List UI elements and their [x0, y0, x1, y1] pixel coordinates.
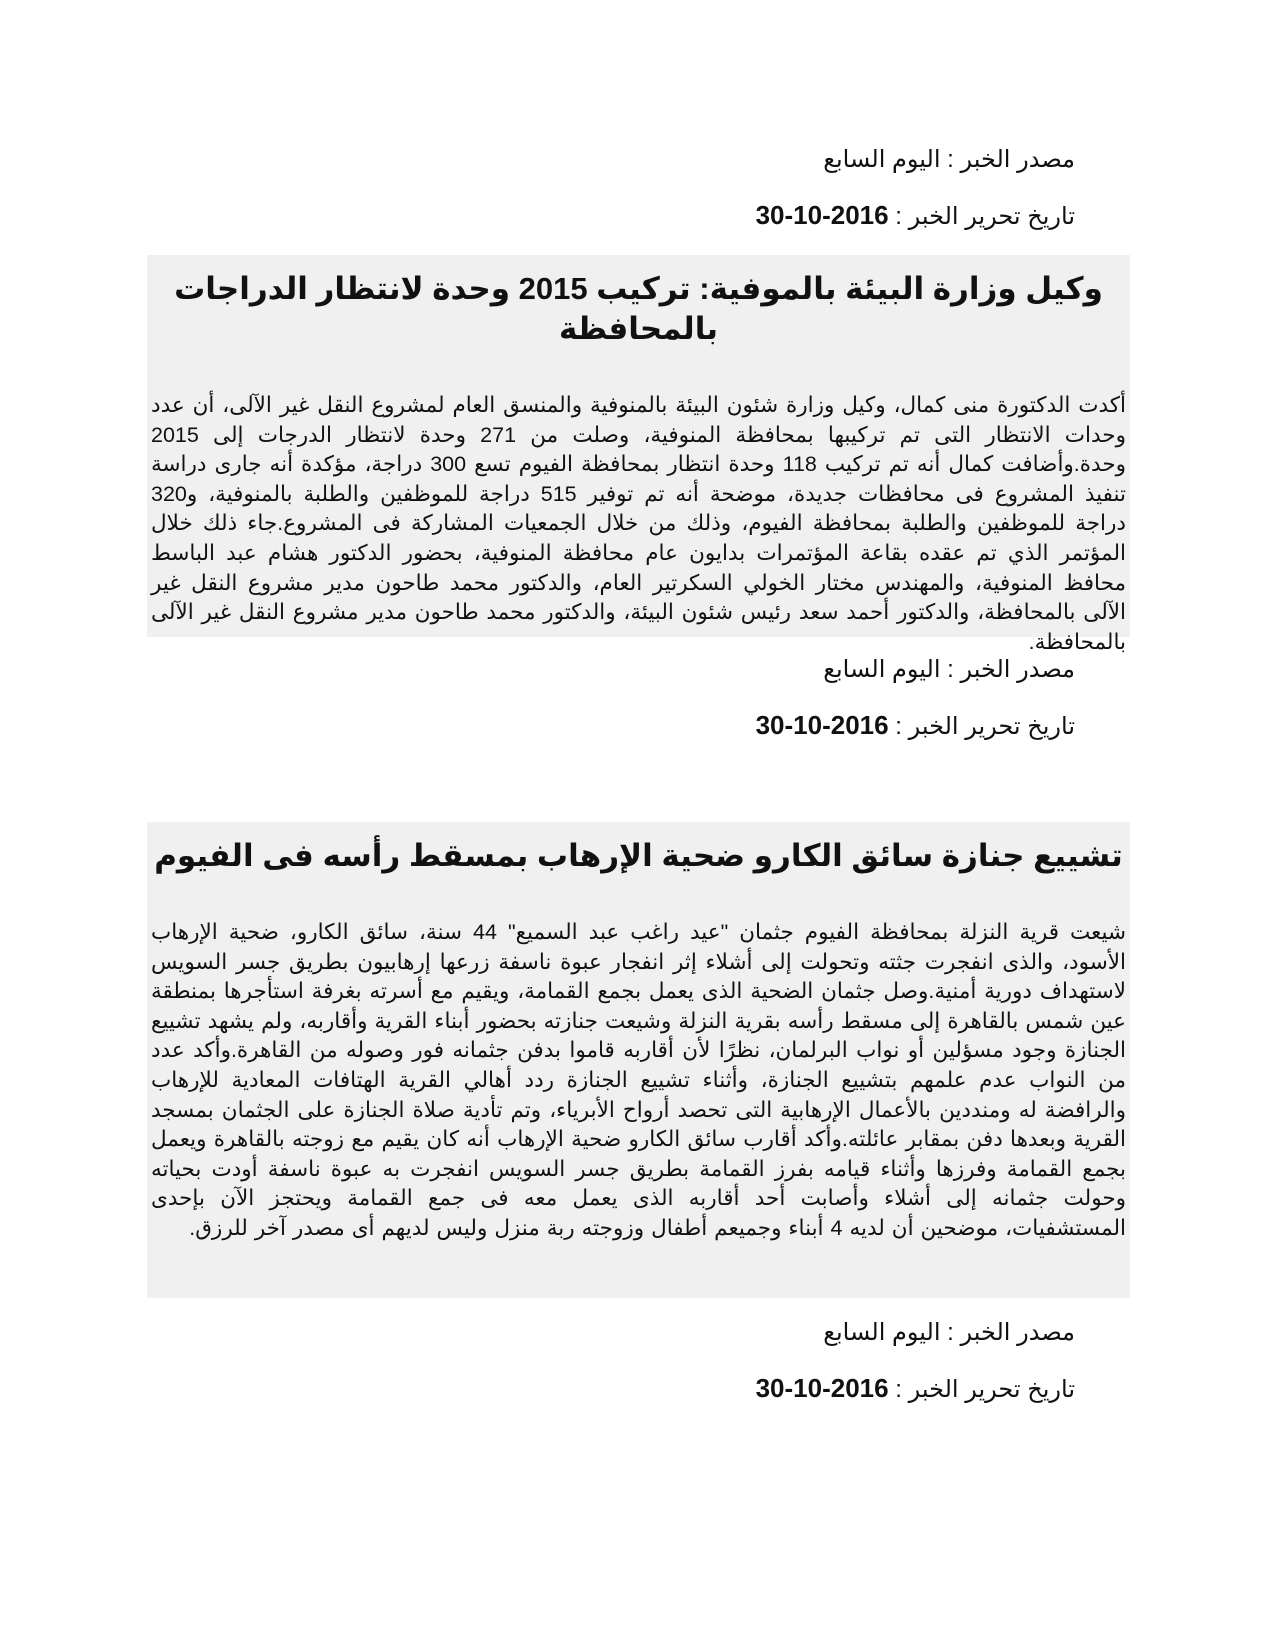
article-block [147, 255, 1130, 654]
article-body: أكدت الدكتورة منى كمال، وكيل وزارة شئون البيئة بالمنوفية والمنسق العام لمشروع النقل غير الآلى، أن عدد وحدات الانتظار التى تم تركيبها بمحافظة المنوفية، وصلت من 271 وحدة لانتظار الدرجات إلى 2015 وحدة.وأضافت كمال أنه تم تركيب 118 وحدة انتظار بمحافظة الفيوم تسع 300 دراجة، مؤكدة أنه جارى دراسة تنفيذ المشروع فى محافظات جديدة، موضحة أنه تم توفير 515 دراجة للموظفين والطلبة بالمنوفية، و320 دراجة للموظفين والطلبة بمحافظة الفيوم، وذلك من خلال الجمعيات المشاركة فى المشروع.جاء ذلك خلال المؤتمر الذي تم عقده بقاعة المؤتمرات بدايون عام محافظة المنوفية، بحضور الدكتور هشام عبد الباسط محافظ المنوفية، والمهندس مختار الخولي السكرتير العام، والدكتور محمد طاحون مدير مشروع النقل غير الآلى بالمحافظة، والدكتور أحمد سعد رئيس شئون البيئة، والدكتور محمد طاحون مدير مشروع النقل غير الآلى بالمحافظة. [151, 393, 1126, 654]
news-date-value: 2016-10-30 [755, 1373, 889, 1403]
news-source-line [823, 145, 1075, 175]
news-date-value: 2016-10-30 [755, 710, 889, 740]
news-date-label: تاريخ تحرير الخبر : [888, 713, 1075, 740]
news-date-label: تاريخ تحرير الخبر : [888, 203, 1075, 230]
news-source-label: مصدر الخبر : [940, 146, 1075, 173]
news-source-label: مصدر الخبر : [940, 1319, 1075, 1346]
article-body: شيعت قرية النزلة بمحافظة الفيوم جثمان "عيد راغب عبد السميع" 44 سنة، سائق الكارو، ضحية الإرهاب الأسود، والذى انفجرت جثته وتحولت إلى أشلاء إثر انفجار عبوة ناسفة زرعها إرهابيون بطريق جسر السويس لاستهداف دورية أمنية.وصل جثمان الضحية الذى يعمل بجمع القمامة، ويقيم مع أسرته بغرفة استأجرها بمنطقة عين شمس بالقاهرة إلى مسقط رأسه بقرية النزلة وشيعت جنازته بحضور أبناء القرية وأقاربه، ولم يشهد تشييع الجنازة وجود مسؤلين أو نواب البرلمان، نظرًا لأن أقاربه قاموا بدفن جثمانه فور وصوله من القاهرة.وأكد عدد من النواب عدم علمهم بتشييع الجنازة، وأثناء تشييع الجنازة ردد أهالي القرية الهتافات المعادية للإرهاب والرافضة له ومنددين بالأعمال الإرهابية التى تحصد أرواح الأبرياء، وتم تأدية صلاة الجنازة على الجثمان بمسجد القرية وبعدها دفن بمقابر عائلته.وأكد أقارب سائق الكارو ضحية الإرهاب أنه كان يقيم مع زوجته بالقاهرة ويعمل بجمع القمامة وفرزها وأثناء قيامه بفرز القمامة بطريق جسر السويس انفجرت به عبوة ناسفة أودت بحياته وحولت جثمانه إلى أشلاء وأصابت أحد أقاربه الذى يعمل معه فى جمع القمامة ويحتجز الآن بإحدى المستشفيات، موضحين أن لديه 4 أبناء وجميعم أطفال وزوجته ربة منزل وليس لديهم أى مصدر آخر للرزق. [151, 920, 1126, 1240]
news-source-line [823, 655, 1075, 685]
news-source-line [823, 1318, 1075, 1348]
article-headline: وكيل وزارة البيئة بالموفية: تركيب 2015 وحدة لانتظار الدراجات بالمحافظة [174, 271, 1103, 346]
news-date-line [756, 1373, 1075, 1405]
news-date-value: 2016-10-30 [755, 200, 889, 230]
news-date-label: تاريخ تحرير الخبر : [888, 1376, 1075, 1403]
news-source-value: اليوم السابع [823, 146, 941, 173]
article-block [147, 822, 1130, 1298]
news-date-line [756, 710, 1075, 742]
article-headline: تشييع جنازة سائق الكارو ضحية الإرهاب بمسقط رأسه فى الفيوم [154, 838, 1123, 873]
news-source-value: اليوم السابع [823, 1319, 941, 1346]
news-source-label: مصدر الخبر : [940, 656, 1075, 683]
news-date-line [756, 200, 1075, 232]
news-source-value: اليوم السابع [823, 656, 941, 683]
